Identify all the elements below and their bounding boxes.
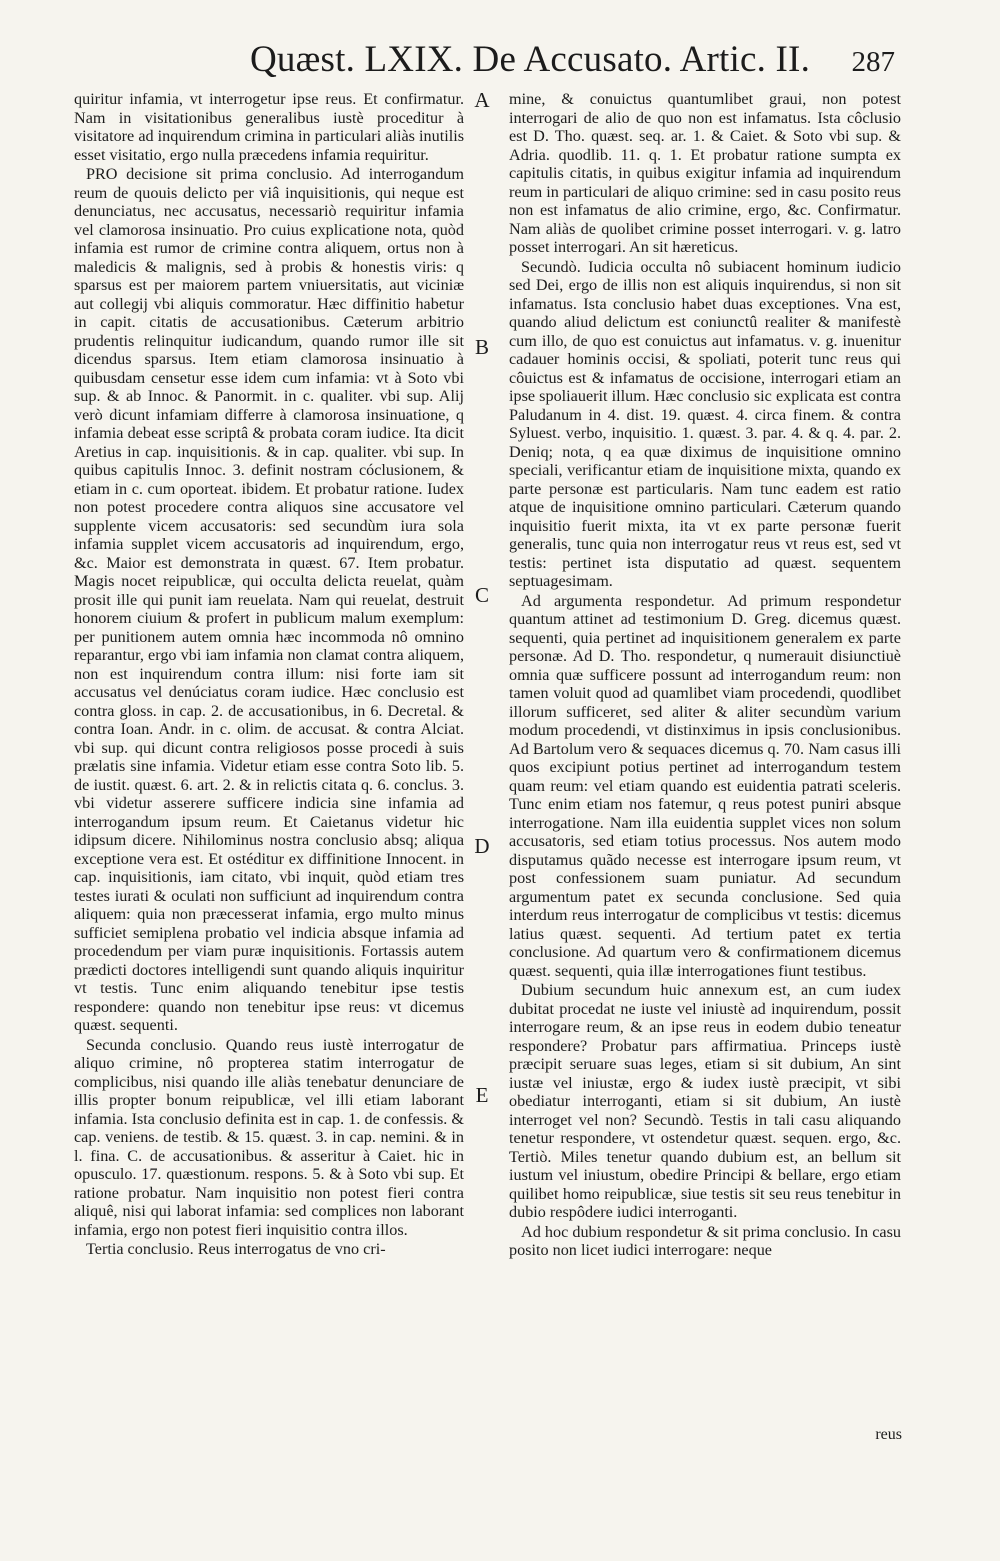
right-paragraph: Ad argumenta respondetur. Ad primum respondetur quantum attinet ad testimonium D. Greg. dicemus quæst. sequenti, quia pertinet ad inquisitionem generalem ex parte personæ. Ad D. Tho. respondetur, q numerauit disiunctiuè omnia quæ sufficere possunt ad interrogandum reum: non tamen voluit quod ad quamlibet viam procedendi, quodlibet illorum sufficeret, sed aliter & aliter secundùm varium modum procedendi, vt distinximus in ipsis conclusionibus. Ad Bartolum vero & sequaces dicemus q. 70. Nam casus illi quos excipiunt potius pertinet ad interrogandum testem quam reum: vel etiam quando est euidentia patrati sceleris. Tunc enim etiam nos fatemur, q reus potest puniri absque interrogatione. Nam illa euidentia supplet vices non solum accusatoris, sed etiam totius processus. Nos autem modo disputamus quãdo necesse est interrogare ipsum reum, vt post confessionem suam puniatur. Ad secundum argumentum patet ex secunda conclusione. Sed quia interdum reus interrogatur de complicibus vt testis: dicemus latius quæst. sequenti. Ad tertium patet ex tertia conclusione. Ad quartum vero & confirmationem dicemus quæst. sequenti, quia illæ interrogationes fiunt testibus. <box>509 591 901 980</box>
catchword: reus <box>875 1426 902 1443</box>
margin-marker-c: C <box>474 583 489 607</box>
right-paragraph: Ad hoc dubium respondetur & sit prima conclusio. In casu posito non licet iudici interrogare: neque <box>509 1222 901 1259</box>
right-paragraph: Secundò. Iudicia occulta nô subiacent hominum iudicio sed Dei, ergo de illis non est aliquis inquirendus, si non sit infamatus. Ista conclusio habet duas exceptiones. Vna est, quando aliud delictum est coniunctû realiter & manifestè cum illo, de quo est conuictus aut infamatus. v. g. inuenitur cadauer hominis occisi, & spoliati, poterit tunc reus qui côuictus est & infamatus de occisione, interrogari etiam an ipse spoliauerit illum. Hæc conclusio sic explicata est contra Paludanum in 4. dist. 19. quæst. 4. circa finem. & contra Syluest. verbo, inquisitio. 1. quæst. 3. par. 4. & q. 4. par. 2. Deniq; nota, q ea quæ diximus de inquisitione omnino speciali, verificantur etiam de inquisitione mixta, quando ex parte personæ est particularis. Nam tunc eadem est ratio atque de inquisitione omnino particulari. Cæterum quando inquisitio fuerit mixta, ita vt ex parte personæ fuerit generalis, tunc quia non interrogatur reus vt reus est, sed vt testis: pertinet ista disputatio ad quæst. sequentem septuagesimam. <box>509 257 901 590</box>
right-paragraph: Dubium secundum huic annexum est, an cum iudex dubitat procedat ne iuste vel iniustè ad inquirendum, possit interrogare reum, & an ipse reus in eodem dubio teneatur respondere? Probatur pars affirmatiua. Princeps iustè præcipit seruare suas leges, etiam si sit dubium, An sint iustæ vel iniustæ, ergo & iudex iustè præcipit, vt sibi obediatur interroganti, etiam si sit dubium, An iustè interroget vel non? Secundò. Testis in tali casu aliquando tenetur respondere, vt ostendetur quæst. sequen. ergo, &c. Tertiò. Miles tenetur quando dubium est, an bellum sit iustum vel iniustum, obedire Principi & bellare, ergo etiam quilibet homo reipublicæ, siue testis sit seu reus tenebitur in dubio respôdere iudici interroganti. <box>509 981 901 1221</box>
page-number: 287 <box>851 46 895 78</box>
right-paragraph: mine, & conuictus quantumlibet graui, non potest interrogari de alio de quo non est infamatus. Ista côclusio est D. Tho. quæst. seq. ar. 1. & Caiet. & Soto vbi sup. & Adria. quodlib. 11. q. 1. Et probatur ratione sumpta ex capitulis citatis, in quibus exigitur infamia ad inquirendum reum in particulari de aliquo crimine: sed in casu posito reus non est infamatus de alio crimine, ergo, &c. Confirmatur. Nam aliàs de quolibet crimine posset interrogari. v. g. latro posset interrogari. An sit hæreticus. <box>509 90 901 256</box>
running-head: Quæst. LXIX. De Accusato. Artic. II. <box>250 39 811 80</box>
margin-marker-a: A <box>474 88 490 112</box>
margin-marker-e: E <box>475 1083 489 1107</box>
margin-marker-b: B <box>474 335 489 359</box>
right-column <box>509 90 901 1260</box>
left-paragraph: quiritur infamia, vt interrogetur ipse reus. Et confirmatur. Nam in visitationibus generalibus iustè proceditur à visitatore ad inquirendum crimina in particulari aliàs inutilis esset visitatio, ergo nulla præcedens infamia requiritur. <box>74 90 464 164</box>
left-paragraph: PRO decisione sit prima conclusio. Ad interrogandum reum de quouis delicto per viâ inquisitionis, qui neque est denunciatus, nec accusatus, necessariò requiritur infamia vel clamorosa insinuatio. Pro cuius explicatione nota, quòd infamia est rumor de crimine contra aliquem, ortus non à maledicis & malignis, sed à probis & honestis viris: q sparsus est per maiorem partem vniuersitatis, aut viciniæ aut collegij vbi aliquis commoratur. Hæc diffinitio habetur in capit. citatis de accusationibus. Cæterum arbitrio prudentis relinquitur iudicandum, quando rumor ille sit dicendus sparsus. Item etiam clamorosa insinuatio à quibusdam censetur esse idem cum infamia: vt à Soto vbi sup. & ab Innoc. & Panormit. in c. qualiter. vbi sup. Alij verò dicunt infamiam differre à clamorosa insinuatione, q infamia debeat esse scriptâ & probata coram iudice. Ita dicit Aretius in cap. inquisitionis. & in cap. qualiter. vbi sup. In quibus capitulis Innoc. 3. definit nostram cóclusionem, & etiam in c. cum oporteat. ibidem. Et probatur ratione. Iudex non potest procedere contra aliquos sine accusatore vel supplente vicem accusatoris: sed secundùm iura sola infamia supplet vicem accusatoris ad inquirendum, ergo, &c. Maior est demonstrata in quæst. 67. Item probatur. Magis nocet reipublicæ, qui occulta delicta reuelat, quàm prosit ille qui punit iam reuelata. Nam qui reuelat, destruit honorem ciuium & profert in publicum malum exemplum: per punitionem autem omnia hæc incommoda nô omnino reparantur, ergo vbi iam infamia non clamat contra aliquem, non est inquirendum contra illum: nisi forte iam sit accusatus vel denúciatus coram iudice. Hæc conclusio est contra gloss. in cap. 2. de accusationibus, in 6. Decretal. & contra Ioan. Andr. in c. olim. de accusat. & contra Alciat. vbi sup. qui dicunt contra religiosos posse procedi à suis prælatis sine infamia. Videtur etiam esse contra Soto lib. 5. de iustit. quæst. 6. art. 2. & in relictis citata q. 6. conclus. 3. vbi videtur asserere sufficere indicia sine infamia ad interrogandum ipsum reum. Et Caietanus videtur hic idipsum dicere. Nihilominus nostra conclusio absq; aliqua exceptione vera est. Et ostéditur ex diffinitione Innocent. in cap. inquisitionis, iam citato, vbi inquit, quòd etiam tres testes iurati & oculati non sufficiunt ad inquirendum contra aliquem: quia non præcesserat infamia, ergo multo minus sufficiet semiplena probatio vel indicia absque infamia ad procedendum per viam puræ inquisitionis. Fortassis autem prædicti doctores intelligendi sunt quando aliquis inquiritur vt testis. Tunc enim aliquando tenebitur ipse testis respondere: quando non tenebitur ipse reus: vt dicemus quæst. sequenti. <box>74 165 464 1034</box>
left-paragraph: Tertia conclusio. Reus interrogatus de vno cri- <box>86 1240 386 1258</box>
left-column <box>74 90 464 1259</box>
left-paragraph: Secunda conclusio. Quando reus iustè interrogatur de aliquo crimine, nô propterea statim interrogatur de complicibus, nisi quando ille aliàs tenebatur denunciare de illis propter bonum reipublicæ, vel illi etiam laborant infamia. Ista conclusio definita est in cap. 1. de confessis. & cap. veniens. de testib. & 15. quæst. 3. in cap. nemini. & in l. fina. C. de accusationibus. & asseritur à Caiet. hic in opusculo. 17. quæstionum. respons. 5. & à Soto vbi sup. Et ratione probatur. Nam inquisitio non potest fieri contra aliquê, nisi qui laborat infamia: sed complices non laborant infamia, ergo non potest fieri inquisitio contra illos. <box>74 1035 464 1239</box>
margin-marker-d: D <box>474 834 490 858</box>
